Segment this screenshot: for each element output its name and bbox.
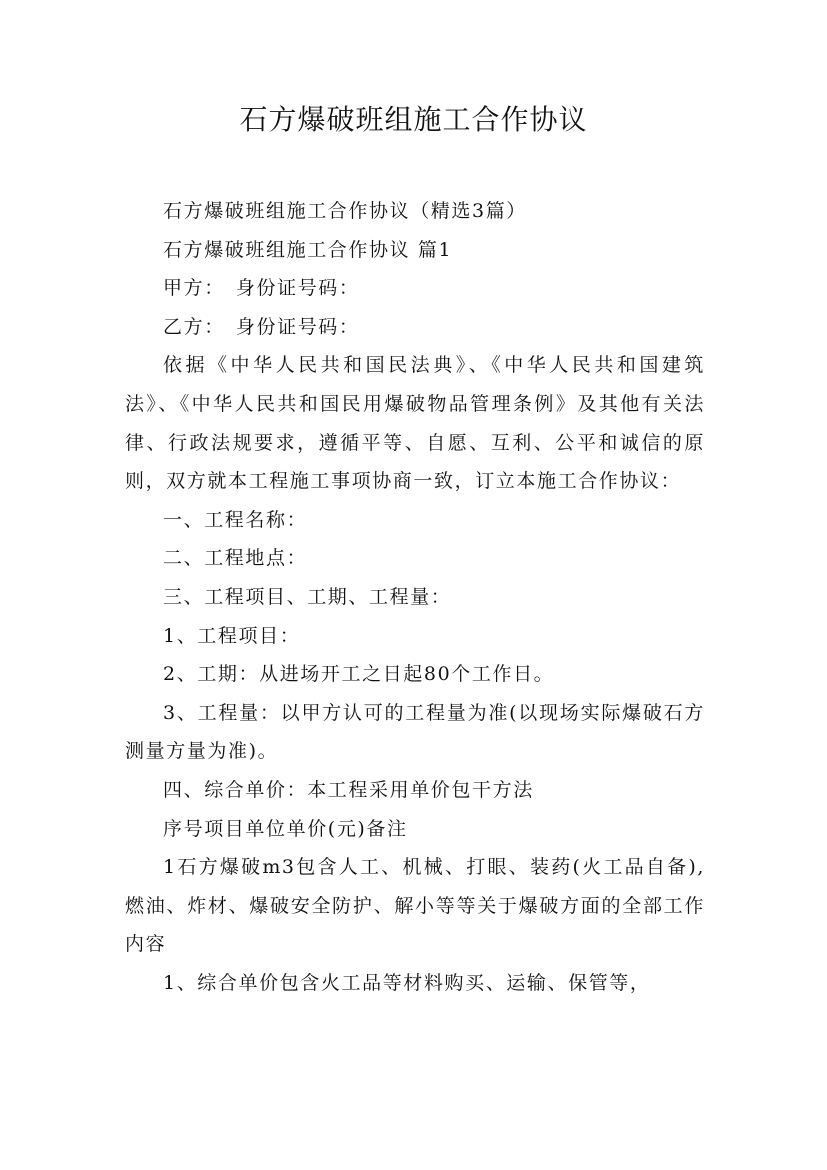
document-title: 石方爆破班组施工合作协议 (239, 103, 588, 136)
paragraph-quantity: 3、工程量：以甲方认可的工程量为准(以现场实际爆破石方测量方量为准)。 (125, 701, 705, 763)
paragraph-project-items: 1、工程项目： (163, 624, 301, 647)
paragraph-party-b: 乙方： 身份证号码： (163, 315, 360, 338)
paragraph-subtitle: 石方爆破班组施工合作协议（精选3篇） (163, 200, 527, 222)
paragraph-table-row: 1石方爆破m3包含人工、机械、打眼、装药(火工品自备),燃油、炸材、爆破安全防护、解小等等关于爆破方面的全部工作内容 (125, 856, 705, 956)
paragraph-duration: 2、工期：从进场开工之日起80个工作日。 (163, 663, 555, 686)
paragraph-project-name: 一、工程名称： (163, 508, 308, 531)
paragraph-unit-price: 四、综合单价：本工程采用单价包干方法 (163, 778, 534, 801)
paragraph-table-header: 序号项目单位单价(元)备注 (163, 817, 408, 840)
paragraph-part-heading: 石方爆破班组施工合作协议 篇1 (163, 238, 453, 261)
paragraph-legal-basis: 依据《中华人民共和国民法典》、《中华人民共和国建筑法》、《中华人民共和国民用爆破物品管理条例》及其他有关法律、行政法规要求，遵循平等、自愿、互利、公平和诚信的原则，双方就本工程施工事项协商一致，订立本施工合作协议： (125, 354, 705, 493)
paragraph-party-a: 甲方： 身份证号码： (163, 277, 360, 300)
paragraph-project-location: 二、工程地点： (163, 547, 308, 570)
paragraph-project-items-heading: 三、工程项目、工期、工程量： (163, 585, 452, 608)
paragraph-price-note: 1、综合单价包含火工品等材料购买、运输、保管等， (163, 971, 651, 994)
document-body (125, 192, 705, 1002)
